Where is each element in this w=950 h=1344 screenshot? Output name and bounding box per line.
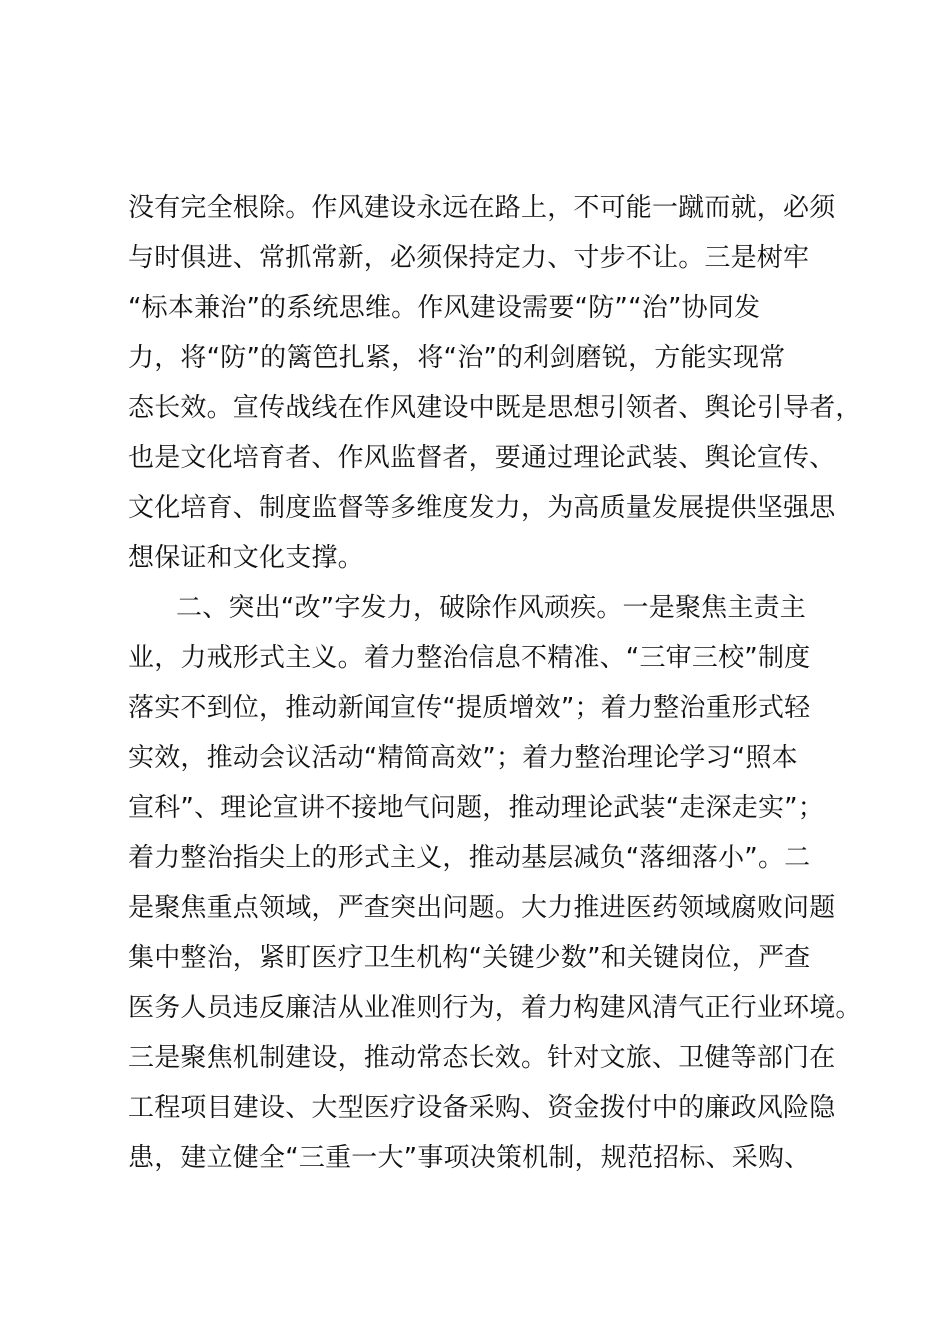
body-text — [128, 183, 888, 1183]
text-line: “标本兼治”的系统思维。作风建设需要“防”“治”协同发 — [128, 293, 761, 323]
text-line: 与时俱进、常抓常新，必须保持定力、寸步不让。三是树牢 — [128, 243, 810, 273]
text-line: 想保证和文化支撑。 — [128, 543, 364, 573]
text-line: 实效，推动会议活动“精简高效”；着力整治理论学习“照本 — [128, 743, 798, 773]
text-line: 患，建立健全“三重一大”事项决策机制，规范招标、采购、 — [128, 1143, 811, 1173]
text-line: 宣科”、理论宣讲不接地气问题，推动理论武装“走深走实”； — [128, 793, 825, 823]
text-line: 集中整治，紧盯医疗卫生机构“关键少数”和关键岗位，严查 — [128, 943, 811, 973]
text-line: 力，将“防”的篱笆扎紧，将“治”的利剑磨锐，方能实现常 — [128, 343, 786, 373]
text-line: 业，力戒形式主义。着力整治信息不精准、“三审三校”制度 — [128, 643, 811, 673]
text-line: 工程项目建设、大型医疗设备采购、资金拨付中的廉政风险隐 — [128, 1093, 836, 1123]
paragraph-start-line: 二、突出“改”字发力，破除作风顽疾。一是聚焦主责主 — [176, 593, 806, 623]
text-line: 态长效。宣传战线在作风建设中既是思想引领者、舆论引导者， — [128, 393, 862, 423]
text-line: 着力整治指尖上的形式主义，推动基层减负“落细落小”。二 — [128, 843, 811, 873]
text-line: 文化培育、制度监督等多维度发力，为高质量发展提供坚强思 — [128, 493, 836, 523]
text-line: 医务人员违反廉洁从业准则行为，着力构建风清气正行业环境。 — [128, 993, 862, 1023]
text-line: 是聚焦重点领域，严查突出问题。大力推进医药领域腐败问题 — [128, 893, 836, 923]
text-line: 也是文化培育者、作风监督者，要通过理论武装、舆论宣传、 — [128, 443, 836, 473]
text-line: 三是聚焦机制建设，推动常态长效。针对文旅、卫健等部门在 — [128, 1043, 836, 1073]
text-line: 落实不到位，推动新闻宣传“提质增效”；着力整治重形式轻 — [128, 693, 811, 723]
text-line: 没有完全根除。作风建设永远在路上，不可能一蹴而就，必须 — [128, 193, 836, 223]
